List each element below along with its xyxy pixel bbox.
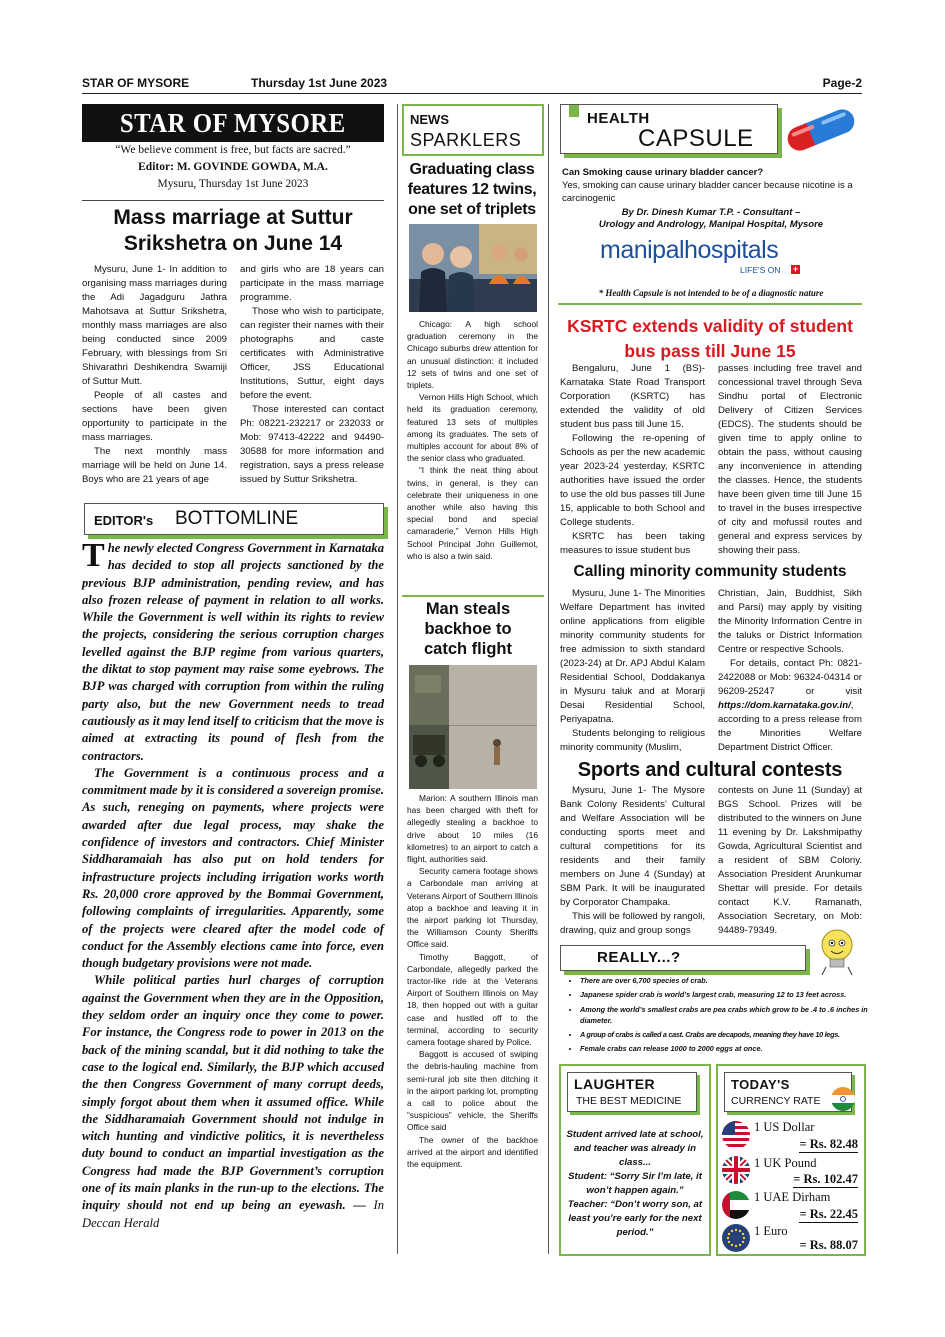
minority-headline: Calling minority community students — [573, 563, 847, 580]
editorial-paragraph — [82, 537, 384, 765]
editorial-source: In Deccan Herald — [82, 1198, 384, 1230]
laughter-joke-line3: Teacher: “Don’t worry son, at least you’re early for the next period.” — [567, 1199, 703, 1238]
eu-flag-icon — [721, 1223, 751, 1253]
sparklers-label-a: NEWS — [410, 112, 449, 127]
backhoe-photo — [409, 665, 537, 789]
manipal-logo-tag: LIFE'S ON — [740, 265, 781, 275]
ksrtc-col2 — [718, 362, 862, 558]
sparklers-divider-right — [548, 104, 549, 1254]
masthead-logo-text: STAR OF MYSORE — [120, 108, 346, 138]
list-item: • A group of crabs is called a cast. Crabs are decapods, meaning they have 10 legs. — [580, 1029, 880, 1040]
paragraph — [718, 657, 862, 755]
editorial-p3: While political parties hurl charges of corruption against the Government when they are in the Opposition, they seldom order an inquiry once they come to power. For instance, the Congress rode to power in 2013 on the back of the mining scandal, but it did nothing to take the case to the logical end. Similarly, the BJP which accused the then Congress Government of many corrupt deeds, simply forgot about them when it assumed office. While the Siddharamaiah Government should not indulge in witch hunting and vindictive politics, it is nevertheless duty bound to conduct an impartial investigation as the Congress had made the BJP Government’s corruption one of its main planks in the run-up to the elections. The inquiry should not end up being an eyewash. — — [82, 973, 384, 1213]
paragraph: Those interested can contact Ph: 08221-232217 or 232033 or Mob: 97413-42222 and 94490-30588 for more information and registration, says a press release issued by Suttur Srikshetra. — [240, 404, 384, 485]
laughter-label-b: THE BEST MEDICINE — [576, 1095, 682, 1107]
plus-icon: + — [792, 264, 799, 274]
paragraph: This will be followed by rangoli, drawing, quiz and group songs — [560, 911, 705, 936]
health-label-a: HEALTH — [587, 110, 650, 127]
laughter-joke-line1: Student arrived late at school, and teacher was already in class... — [566, 1129, 704, 1168]
masthead-editor: Editor: M. GOVINDE GOWDA, M.A. — [138, 161, 328, 173]
ksrtc-headline-line2: bus pass till June 15 — [624, 341, 796, 361]
ksrtc-headline-line1: KSRTC extends validity of student — [567, 316, 853, 336]
rate-usd-unit: 1 US Dollar — [754, 1120, 815, 1134]
paragraph: People of all castes and sections have been given opportunity to participate in the mass marriages. — [82, 390, 227, 443]
really-label: REALLY...? — [597, 949, 681, 966]
editorial-body — [82, 537, 384, 1232]
health-disclaimer: * Health Capsule is not intended to be of a diagnostic nature — [598, 288, 824, 298]
mass-marriage-headline-line2: Srikshetra on June 14 — [123, 232, 343, 255]
header-paper-name: STAR OF MYSORE — [82, 76, 190, 90]
paragraph: The next monthly mass marriage will be held on June 14. Boys who are 21 years of age — [82, 446, 227, 485]
paragraph: KSRTC has been taking measures to issue student bus — [560, 531, 705, 556]
sparklers-story2-headline: Man steals backhoe to catch flight — [423, 600, 512, 658]
paragraph: The owner of the backhoe arrived at the airport and identified the equipment. — [407, 1134, 538, 1170]
mass-marriage-headline-line1: Mass marriage at Suttur — [113, 206, 353, 229]
paragraph: Security camera footage shows a Carbondale man arriving at Veterans Airport of Southern Illinois atop a backhoe and leaving it in the airport parking lot Thursday, the Williamson County Sheriffs Office said. — [407, 866, 538, 950]
manipal-logo — [562, 234, 860, 278]
paragraph: Following the re-opening of Schools as per the new academic year 2023-24 yesterday, KSRTC authorities have issued the order to use the old bus passes till June 15, applicable to both School and College students. — [560, 433, 705, 528]
manipal-logo-text: manipalhospitals — [600, 236, 779, 264]
rate-eur-value: = Rs. 88.07 — [799, 1238, 858, 1252]
bookmark-icon — [569, 105, 579, 117]
health-question: Can Smoking cause urinary bladder cancer? — [562, 167, 764, 178]
laughter-panel — [559, 1064, 711, 1256]
paragraph: Chicago: A high school graduation ceremony in the Chicago suburbs drew attention for an unusual distinction: it included 12 sets of twins and one set of triplets. — [407, 319, 538, 391]
header-date: Thursday 1st June 2023 — [251, 76, 388, 90]
mass-marriage-col2 — [240, 263, 384, 487]
sports-col1 — [560, 784, 705, 938]
mass-marriage-article — [82, 205, 384, 485]
list-item: • Japanese spider crab is world’s largest crab, measuring 12 to 13 feet across. — [580, 989, 880, 1000]
minority-col2 — [718, 587, 862, 755]
uae-flag-icon — [721, 1190, 751, 1220]
paragraph: contests on June 11 (Sunday) at BGS School. Prizes will be distributed to the winners on June 11 evening by Dr. Lakshmipathy Gowda, Agricultural Scientist and a resident of SBM Colony. Association President Arunkumar Shettar will preside. For details contact K.V. Ramanath, Association Secretary, on Mob: 94489-79349. — [718, 785, 862, 936]
laughter-joke — [563, 1128, 707, 1240]
rate-gbp-value: = Rs. 102.47 — [793, 1172, 858, 1186]
paragraph: Mysuru, June 1- The Minorities Welfare Department has invited online applications from eligible minority community students for free admission to sixth standard (2023-24) at Dr. APJ Abdul Kalam Residential School, Doddakanya in Mysuru taluk and at Morarji Desai Residential School, Periyapatna. — [560, 588, 705, 725]
list-item: • Female crabs can release 1000 to 2000 eggs at once. — [580, 1043, 880, 1054]
health-label-box — [560, 104, 778, 154]
currency-label-a: TODAY'S — [731, 1077, 790, 1092]
paragraph: passes including free travel and concessional travel through Seva Sindhu portal of Electronic Delivery of Citizen Services (EDCS). The students should be given time to apply online to obtain the pass, without causing any inconvenience in attending the classes. Hence, the students have been given time till June 15 to travel in the buses irrespective of city and mofussil routes and general and express services by showing their pass. — [718, 363, 862, 556]
minority-col1 — [560, 587, 705, 755]
health-byline-2: Urology and Andrology, Manipal Hospital, Mysore — [598, 219, 824, 230]
paragraph: Students belonging to religious minority community (Muslim, — [560, 728, 705, 753]
twins-photo — [409, 224, 537, 312]
editorial-label-box — [84, 503, 384, 535]
paragraph: Timothy Baggott, of Carbondale, allegedly parked the tractor-like ride at the Veterans Airport of Southern Illinois on May 18, then hopped out with a guitar case and hustled off to the terminal, according to security camera footage shared by Police. — [407, 951, 538, 1048]
currency-panel — [716, 1064, 866, 1256]
health-byline-1: By Dr. Dinesh Kumar T.P. - Consultant – — [621, 207, 801, 218]
masthead-motto: “We believe comment is free, but facts are sacred.” — [115, 144, 351, 156]
sports-col2 — [718, 784, 862, 938]
rate-aed-value: = Rs. 22.45 — [799, 1207, 858, 1221]
uk-flag-icon — [721, 1155, 751, 1185]
editorial-paragraph — [82, 972, 384, 1231]
lightbulb-icon — [814, 925, 860, 977]
really-label-box — [560, 945, 806, 971]
capsule-pill-icon — [780, 104, 862, 156]
paragraph: Mysuru, June 1- The Mysore Bank Colony Residents’ Cultural and Welfare Association will be conducting sports meet and cultural competitions for its residents and their family members on June 4 (Sunday) at SBM Park. It will be inaugurated by Corporator Champaka. — [560, 785, 705, 908]
really-fact-list — [562, 975, 880, 1055]
paragraph: and girls who are 18 years can participate in the mass marriage programme. — [240, 264, 384, 303]
sparklers-story2-body — [407, 792, 538, 1170]
paragraph: Those who wish to participate, can register their names with their photographs and caste certificates with Administrative Officer, JSS Educational Institutions, Suttur, eight days before the event. — [240, 306, 384, 401]
paragraph: “I think the neat thing about twins, in general, is they can celebrate their uniqueness in one another while also having this special bond and special camaraderie,” Vernon Hills High School Principal John Guillemot, who is also a twin said. — [407, 465, 538, 561]
paragraph: Mysuru, June 1- In addition to organising mass marriages during the Adi Jagadguru Jathra Mahotsava at Suttur Srikshetra, monthly mass marriages are also being conducted since 2009 February, with blessings from Sri Shivarathri Deshikendra Swamiji of Suttur Mutt. — [82, 264, 227, 387]
ksrtc-headline — [558, 314, 862, 364]
editorial-label-b: BOTTOMLINE — [175, 508, 299, 529]
twins-photo-illustration — [409, 224, 537, 312]
india-flag-icon — [830, 1086, 856, 1112]
page-header — [82, 76, 862, 92]
sparklers-divider-left — [397, 104, 398, 1254]
ksrtc-col1 — [560, 362, 705, 558]
mass-marriage-col1 — [82, 263, 227, 487]
sparklers-story1-headline: Graduating class features 12 twins, one set of triplets — [407, 161, 537, 218]
health-rule — [558, 303, 862, 305]
rate-aed-unit: 1 UAE Dirham — [754, 1190, 831, 1204]
health-label-b: CAPSULE — [638, 125, 754, 152]
sparklers-story1-body — [407, 318, 538, 562]
paragraph: Marion: A southern Illinois man has been charged with theft for allegedly stealing a backhoe to drive about 10 miles (16 kilometres) to an airport to catch a flight, authorities said. — [407, 793, 538, 865]
laughter-label-box — [567, 1072, 697, 1112]
backhoe-photo-illustration — [409, 665, 537, 789]
editorial-dropcap: T — [82, 537, 105, 574]
laughter-joke-line2: Student: “Sorry Sir I’m late, it won’t happen again.” — [568, 1171, 702, 1196]
editorial-p2: The Government is a continuous process and a commitment made by it is considered a sovereign promise. As such, reneging on payments, where projects were awarded after due legal process, may shake the confidence of investors and contractors. Chief Minister Siddharamaiah has also put on hold tenders for infrastructure projects including irrigation works worth Rs. 20,000 crore approved by the Bommai Government, following complaints of irregularities. Apparently, some of the projects were cleared after the model code of conduct for the Assembly elections came into force, even though budgetary provisions were not made. — [82, 765, 384, 971]
header-page-number: Page-2 — [822, 76, 862, 90]
sparklers-label-box — [402, 104, 544, 156]
rate-usd-value: = Rs. 82.48 — [799, 1137, 858, 1151]
rate-eur-unit: 1 Euro — [754, 1224, 788, 1238]
sparklers-separator — [402, 595, 544, 597]
masthead-logo — [82, 104, 384, 142]
paragraph: Bengaluru, June 1 (BS)- Karnataka State Road Transport Corporation (KSRTC) has extended the validity of old student bus pass till June 15. — [560, 363, 705, 430]
editorial-label-a: EDITOR's — [94, 513, 154, 528]
us-flag-icon — [721, 1120, 751, 1150]
laughter-label-a: LAUGHTER — [574, 1076, 655, 1092]
sports-headline: Sports and cultural contests — [577, 759, 843, 781]
header-rule — [82, 93, 862, 94]
paragraph: Baggott is accused of swiping the debris-hauling machine from semi-rural job site then ditching it in the airport parking lot, prompting a call to police about the “suspicious” vehicle, the Sheriffs Office said — [407, 1049, 538, 1133]
paragraph: Christian, Jain, Buddhist, Sikh and Parsi) may apply by visiting the Minority Information Centre in the taluks or District Information Centre or respective Schools. — [718, 588, 862, 655]
currency-label-b: CURRENCY RATE — [731, 1095, 821, 1107]
rate-gbp-unit: 1 UK Pound — [754, 1156, 817, 1170]
editorial-p1: he newly elected Congress Government in Karnataka has decided to stop all projects sanctioned by the previous BJP administration, pending review, and has also frozen release of payment in relation to all works. While the Government is well within its rights to review the projects, considering the serious corruption charges levelled against the BJP regime from various quarters, the diktat to stop payment may raise some eyebrows. The BJP was charged with corruption from within the ruling party also, but the new Government needs to tread cautiously as it may lend itself to criticism that the move is aimed at extracting its pound of flesh from the contractors. — [82, 541, 384, 763]
paragraph: Vernon Hills High School, which held its graduation ceremony, featured 13 sets of multiples among its graduates. The sets of multiples account for about 8% of the senior class who graduated. — [407, 392, 538, 464]
sparklers-label-b: SPARKLERS — [410, 130, 522, 150]
mass-marriage-headline — [82, 205, 384, 257]
masthead-rule — [82, 200, 384, 201]
masthead-dateline: Mysuru, Thursday 1st June 2023 — [157, 178, 309, 190]
minority-contact: For details, contact Ph: 0821-2422088 or Mob: 96324-04314 or 96209-25247 or visit — [718, 658, 862, 697]
minority-url-link[interactable]: https://dom.karnataka.gov.in/ — [718, 700, 851, 711]
list-item: • Among the world’s smallest crabs are pea crabs which grow to be .4 to .6 inches in diameter. — [580, 1004, 880, 1027]
minority-contact-end: , according to a press release from the Minorities Welfare Department District Officer. — [718, 700, 862, 753]
list-item: • There are over 6,700 species of crab. — [580, 975, 880, 986]
health-answer: Yes, smoking can cause urinary bladder cancer because nicotine is a carcinogenic — [562, 180, 853, 204]
